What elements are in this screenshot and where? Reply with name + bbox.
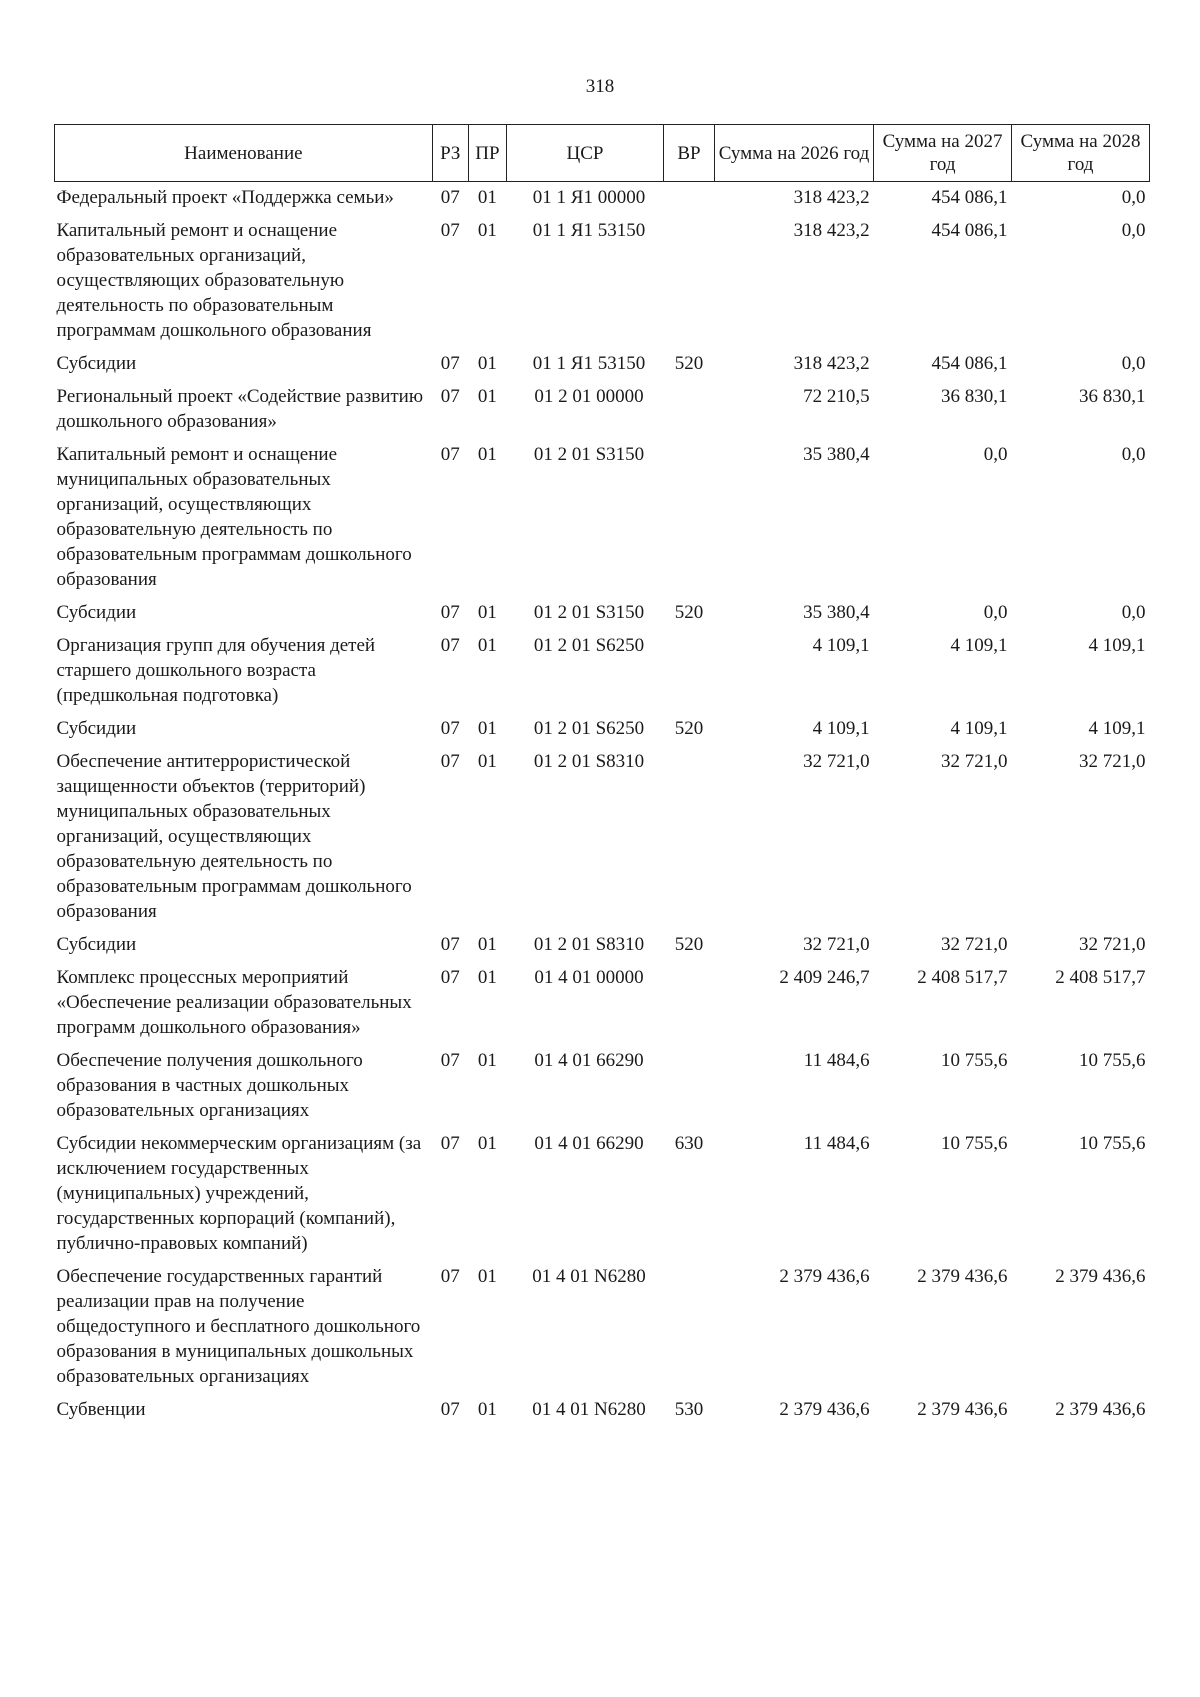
cell-sum-2028: 2 379 436,6 xyxy=(1055,1266,1146,1287)
table-row xyxy=(55,215,1150,348)
cell-sum-2026: 32 721,0 xyxy=(803,934,870,955)
cell-pr: 01 xyxy=(477,220,497,241)
cell-sum-2026: 35 380,4 xyxy=(803,602,870,623)
cell-csr: 01 4 01 N6280 xyxy=(532,1266,646,1287)
cell-rz: 07 xyxy=(440,1050,460,1071)
cell-name: Субсидии xyxy=(56,718,137,739)
cell-sum-2028: 36 830,1 xyxy=(1079,386,1146,407)
table-row xyxy=(55,1394,1150,1427)
cell-csr: 01 4 01 00000 xyxy=(534,967,644,988)
cell-vr: 520 xyxy=(674,934,704,955)
cell-rz: 07 xyxy=(440,1266,460,1287)
cell-csr: 01 2 01 S3150 xyxy=(533,444,645,465)
cell-sum-2027: 2 379 436,6 xyxy=(917,1399,1008,1420)
cell-sum-2028: 2 379 436,6 xyxy=(1055,1399,1146,1420)
cell-pr: 01 xyxy=(477,1399,497,1420)
cell-vr xyxy=(664,381,715,439)
cell-sum-2027: 0,0 xyxy=(983,444,1008,465)
cell-vr xyxy=(664,630,715,713)
cell-rz: 07 xyxy=(440,751,460,772)
cell-sum-2026: 11 484,6 xyxy=(803,1133,870,1154)
table-row xyxy=(55,348,1150,381)
cell-name: Обеспечение антитеррористической защищенности объектов (территорий) муниципальных образовательных организаций, осуществляющих образовательную деятельность по образовательным программам дошкольного образования xyxy=(56,751,412,922)
cell-vr: 630 xyxy=(674,1133,704,1154)
cell-sum-2027: 454 086,1 xyxy=(931,220,1008,241)
cell-vr xyxy=(664,1045,715,1128)
cell-csr: 01 2 01 S6250 xyxy=(533,635,645,656)
cell-vr xyxy=(664,746,715,929)
cell-name: Субсидии xyxy=(56,353,137,374)
table-row xyxy=(55,929,1150,962)
cell-csr: 01 4 01 N6280 xyxy=(532,1399,646,1420)
cell-rz: 07 xyxy=(440,1133,460,1154)
table-row xyxy=(55,597,1150,630)
cell-pr: 01 xyxy=(477,353,497,374)
cell-csr: 01 2 01 S8310 xyxy=(533,934,645,955)
cell-sum-2026: 4 109,1 xyxy=(812,718,870,739)
cell-name: Капитальный ремонт и оснащение образовательных организаций, осуществляющих образовательную деятельность по образовательным программам дошкольного образования xyxy=(56,220,372,341)
cell-csr: 01 4 01 66290 xyxy=(534,1050,644,1071)
cell-rz: 07 xyxy=(440,967,460,988)
cell-sum-2028: 32 721,0 xyxy=(1079,934,1146,955)
header-csr: ЦСР xyxy=(506,125,663,182)
cell-sum-2028: 0,0 xyxy=(1121,444,1146,465)
cell-sum-2028: 10 755,6 xyxy=(1079,1050,1146,1071)
cell-sum-2028: 0,0 xyxy=(1121,353,1146,374)
table-row xyxy=(55,1261,1150,1394)
cell-pr: 01 xyxy=(477,967,497,988)
cell-sum-2027: 4 109,1 xyxy=(950,635,1008,656)
cell-sum-2027: 454 086,1 xyxy=(931,353,1008,374)
cell-sum-2028: 10 755,6 xyxy=(1079,1133,1146,1154)
cell-csr: 01 4 01 66290 xyxy=(534,1133,644,1154)
cell-csr: 01 1 Я1 53150 xyxy=(532,353,646,374)
header-rz: РЗ xyxy=(432,125,468,182)
cell-sum-2027: 10 755,6 xyxy=(941,1133,1008,1154)
cell-pr: 01 xyxy=(477,1050,497,1071)
header-sum-2027: Сумма на 2027 год xyxy=(874,125,1012,182)
cell-sum-2026: 11 484,6 xyxy=(803,1050,870,1071)
cell-sum-2026: 2 379 436,6 xyxy=(779,1399,870,1420)
cell-rz: 07 xyxy=(440,353,460,374)
cell-csr: 01 2 01 S8310 xyxy=(533,751,645,772)
cell-name: Организация групп для обучения детей старшего дошкольного возраста (предшкольная подготовка) xyxy=(56,635,376,706)
cell-sum-2027: 0,0 xyxy=(983,602,1008,623)
table-body xyxy=(55,182,1150,1428)
cell-pr: 01 xyxy=(477,386,497,407)
table-row xyxy=(55,381,1150,439)
cell-sum-2027: 32 721,0 xyxy=(941,934,1008,955)
cell-sum-2027: 454 086,1 xyxy=(931,187,1008,208)
cell-csr: 01 2 01 00000 xyxy=(534,386,644,407)
cell-sum-2026: 2 409 246,7 xyxy=(779,967,870,988)
cell-rz: 07 xyxy=(440,1399,460,1420)
cell-name: Обеспечение получения дошкольного образования в частных дошкольных образовательных организациях xyxy=(56,1050,363,1121)
cell-sum-2026: 72 210,5 xyxy=(803,386,870,407)
cell-csr: 01 1 Я1 00000 xyxy=(532,187,646,208)
cell-pr: 01 xyxy=(477,635,497,656)
cell-vr xyxy=(664,1261,715,1394)
cell-rz: 07 xyxy=(440,220,460,241)
table-row xyxy=(55,182,1150,216)
cell-vr xyxy=(664,215,715,348)
cell-rz: 07 xyxy=(440,444,460,465)
cell-sum-2028: 32 721,0 xyxy=(1079,751,1146,772)
cell-rz: 07 xyxy=(440,635,460,656)
table-row xyxy=(55,713,1150,746)
cell-pr: 01 xyxy=(477,1133,497,1154)
cell-name: Субсидии некоммерческим организациям (за исключением государственных (муниципальных) учреждений, государственных корпораций (компаний), публично-правовых компаний) xyxy=(56,1133,422,1254)
cell-vr: 520 xyxy=(674,718,704,739)
cell-sum-2028: 0,0 xyxy=(1121,187,1146,208)
cell-vr: 520 xyxy=(674,602,704,623)
cell-name: Субсидии xyxy=(56,602,137,623)
cell-rz: 07 xyxy=(440,386,460,407)
table-row xyxy=(55,746,1150,929)
table-row xyxy=(55,962,1150,1045)
cell-pr: 01 xyxy=(477,1266,497,1287)
cell-sum-2027: 2 408 517,7 xyxy=(917,967,1008,988)
table-row xyxy=(55,1128,1150,1261)
cell-sum-2027: 2 379 436,6 xyxy=(917,1266,1008,1287)
cell-pr: 01 xyxy=(477,444,497,465)
table-row xyxy=(55,630,1150,713)
table-row xyxy=(55,1045,1150,1128)
cell-csr: 01 2 01 S6250 xyxy=(533,718,645,739)
cell-rz: 07 xyxy=(440,187,460,208)
cell-pr: 01 xyxy=(477,934,497,955)
cell-sum-2026: 2 379 436,6 xyxy=(779,1266,870,1287)
cell-name: Обеспечение государственных гарантий реализации прав на получение общедоступного и бесплатного дошкольного образования в муниципальных дошкольных образовательных организациях xyxy=(56,1266,421,1387)
cell-sum-2026: 35 380,4 xyxy=(803,444,870,465)
cell-sum-2026: 318 423,2 xyxy=(793,220,870,241)
cell-vr xyxy=(664,439,715,597)
cell-vr xyxy=(664,182,715,216)
cell-pr: 01 xyxy=(477,187,497,208)
cell-csr: 01 1 Я1 53150 xyxy=(532,220,646,241)
cell-name: Федеральный проект «Поддержка семьи» xyxy=(56,187,394,208)
table-row xyxy=(55,439,1150,597)
cell-sum-2027: 4 109,1 xyxy=(950,718,1008,739)
cell-sum-2028: 4 109,1 xyxy=(1088,635,1146,656)
cell-sum-2026: 4 109,1 xyxy=(812,635,870,656)
header-pr: ПР xyxy=(468,125,506,182)
cell-pr: 01 xyxy=(477,751,497,772)
header-sum-2028: Сумма на 2028 год xyxy=(1012,125,1150,182)
cell-vr: 520 xyxy=(674,353,704,374)
cell-sum-2028: 0,0 xyxy=(1121,602,1146,623)
cell-sum-2028: 0,0 xyxy=(1121,220,1146,241)
page-number: 318 xyxy=(585,76,615,97)
cell-rz: 07 xyxy=(440,602,460,623)
cell-pr: 01 xyxy=(477,718,497,739)
cell-sum-2027: 32 721,0 xyxy=(941,751,1008,772)
cell-vr xyxy=(664,962,715,1045)
cell-rz: 07 xyxy=(440,934,460,955)
cell-name: Комплекс процессных мероприятий «Обеспечение реализации образовательных программ дошкольного образования» xyxy=(56,967,412,1038)
table-header-row xyxy=(55,125,1150,182)
cell-rz: 07 xyxy=(440,718,460,739)
header-sum-2026: Сумма на 2026 год xyxy=(714,125,873,182)
cell-sum-2026: 32 721,0 xyxy=(803,751,870,772)
cell-sum-2028: 2 408 517,7 xyxy=(1055,967,1146,988)
cell-name: Субвенции xyxy=(56,1399,146,1420)
cell-sum-2028: 4 109,1 xyxy=(1088,718,1146,739)
cell-name: Капитальный ремонт и оснащение муниципальных образовательных организаций, осуществляющих образовательную деятельность по образовательным программам дошкольного образования xyxy=(56,444,412,590)
budget-table xyxy=(54,124,1150,1427)
cell-csr: 01 2 01 S3150 xyxy=(533,602,645,623)
cell-pr: 01 xyxy=(477,602,497,623)
cell-sum-2026: 318 423,2 xyxy=(793,353,870,374)
cell-vr: 530 xyxy=(674,1399,704,1420)
cell-sum-2027: 10 755,6 xyxy=(941,1050,1008,1071)
header-name: Наименование xyxy=(55,125,433,182)
cell-sum-2027: 36 830,1 xyxy=(941,386,1008,407)
cell-name: Региональный проект «Содействие развитию дошкольного образования» xyxy=(56,386,424,432)
cell-sum-2026: 318 423,2 xyxy=(793,187,870,208)
header-vr: ВР xyxy=(664,125,715,182)
cell-name: Субсидии xyxy=(56,934,137,955)
